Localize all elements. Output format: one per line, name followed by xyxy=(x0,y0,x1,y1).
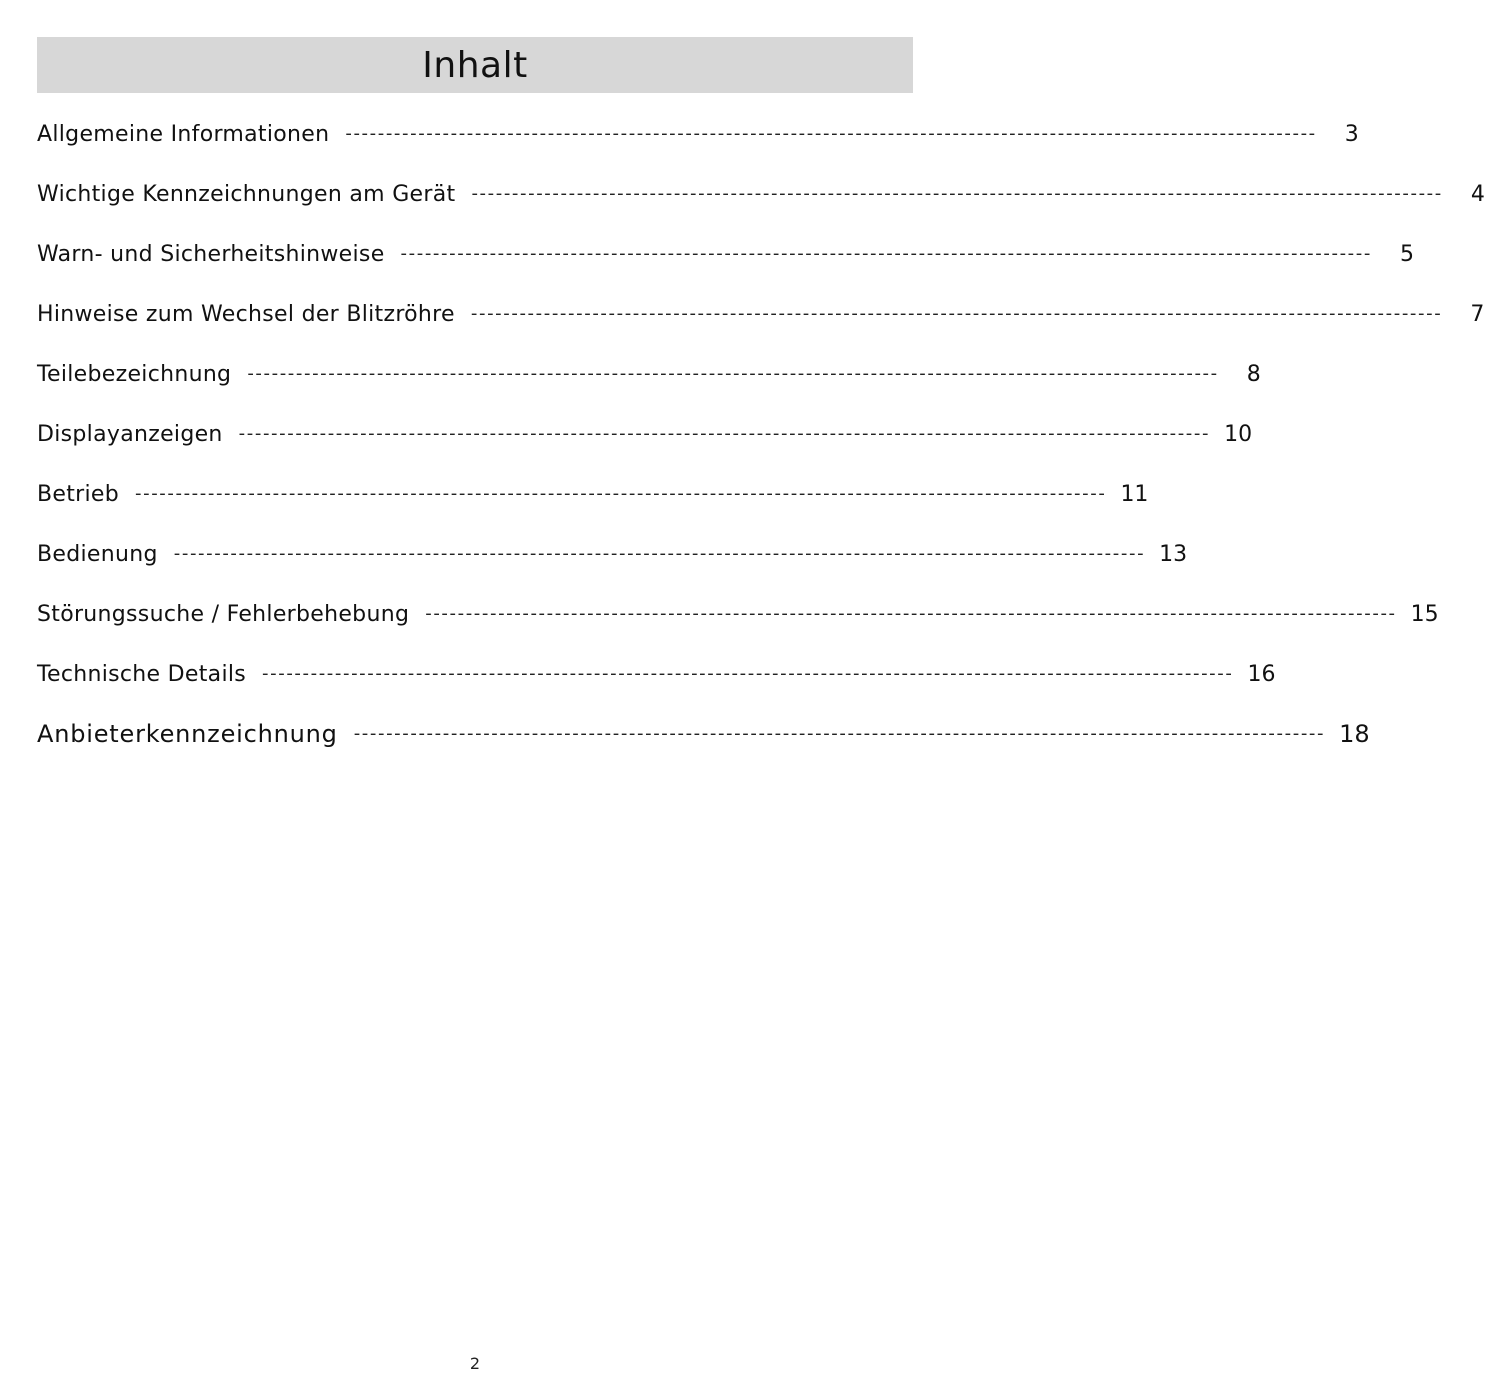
toc-leader: ------------------------------------------------------------------------------------------------------------------------ xyxy=(173,542,1146,564)
page-number: 2 xyxy=(469,1354,481,1373)
toc-leader: ------------------------------------------------------------------------------------------------------------------------ xyxy=(471,182,1443,204)
toc-entry[interactable] xyxy=(37,584,1439,644)
toc-entry-page: 3 xyxy=(1344,121,1359,147)
toc-entry-label: Displayanzeigen xyxy=(37,421,223,447)
page-title: Inhalt xyxy=(422,44,528,86)
toc-leader: ------------------------------------------------------------------------------------------------------------------------ xyxy=(345,122,1317,144)
toc-entry-page: 18 xyxy=(1339,720,1370,748)
toc-entry-label: Allgemeine Informationen xyxy=(37,121,330,147)
toc-leader: ------------------------------------------------------------------------------------------------------------------------ xyxy=(425,602,1397,624)
toc-entry-page: 15 xyxy=(1410,601,1439,627)
toc-entry-label: Hinweise zum Wechsel der Blitzröhre xyxy=(37,301,455,327)
toc-entry-label: Wichtige Kennzeichnungen am Gerät xyxy=(37,181,456,207)
toc-entry-page: 13 xyxy=(1159,541,1188,567)
toc-entry[interactable] xyxy=(37,644,1276,704)
toc-entry-page: 5 xyxy=(1399,241,1414,267)
toc-entry-label: Technische Details xyxy=(37,661,247,687)
toc-entry[interactable] xyxy=(37,524,1188,584)
toc-entry-label: Warn- und Sicherheitshinweise xyxy=(37,241,385,267)
table-of-contents xyxy=(37,104,1485,764)
toc-entry-label: Anbieterkennzeichnung xyxy=(37,720,338,748)
toc-entry[interactable] xyxy=(37,704,1370,764)
toc-entry[interactable] xyxy=(37,404,1253,464)
toc-entry[interactable] xyxy=(37,284,1485,344)
toc-entry-page: 7 xyxy=(1470,301,1485,327)
toc-entry-page: 16 xyxy=(1247,661,1276,687)
toc-entry-label: Bedienung xyxy=(37,541,158,567)
toc-entry[interactable] xyxy=(37,344,1261,404)
toc-leader: ------------------------------------------------------------------------------------------------------------------------ xyxy=(400,242,1372,264)
toc-entry-page: 8 xyxy=(1246,361,1261,387)
toc-leader: ------------------------------------------------------------------------------------------------------------------------ xyxy=(353,722,1326,744)
toc-entry[interactable] xyxy=(37,224,1414,284)
toc-entry-label: Störungssuche / Fehlerbehebung xyxy=(37,601,410,627)
toc-leader: ------------------------------------------------------------------------------------------------------------------------ xyxy=(135,482,1107,504)
toc-leader: ------------------------------------------------------------------------------------------------------------------------ xyxy=(470,302,1443,324)
toc-entry[interactable] xyxy=(37,164,1485,224)
toc-entry-page: 4 xyxy=(1470,181,1485,207)
toc-leader: ------------------------------------------------------------------------------------------------------------------------ xyxy=(238,422,1211,444)
title-bar xyxy=(37,37,913,93)
toc-entry-page: 11 xyxy=(1120,481,1149,507)
toc-entry[interactable] xyxy=(37,104,1359,164)
toc-entry-label: Betrieb xyxy=(37,481,120,507)
toc-entry[interactable] xyxy=(37,464,1149,524)
toc-entry-page: 10 xyxy=(1224,421,1253,447)
toc-entry-label: Teilebezeichnung xyxy=(37,361,232,387)
toc-leader: ------------------------------------------------------------------------------------------------------------------------ xyxy=(262,662,1234,684)
toc-leader: ------------------------------------------------------------------------------------------------------------------------ xyxy=(247,362,1219,384)
